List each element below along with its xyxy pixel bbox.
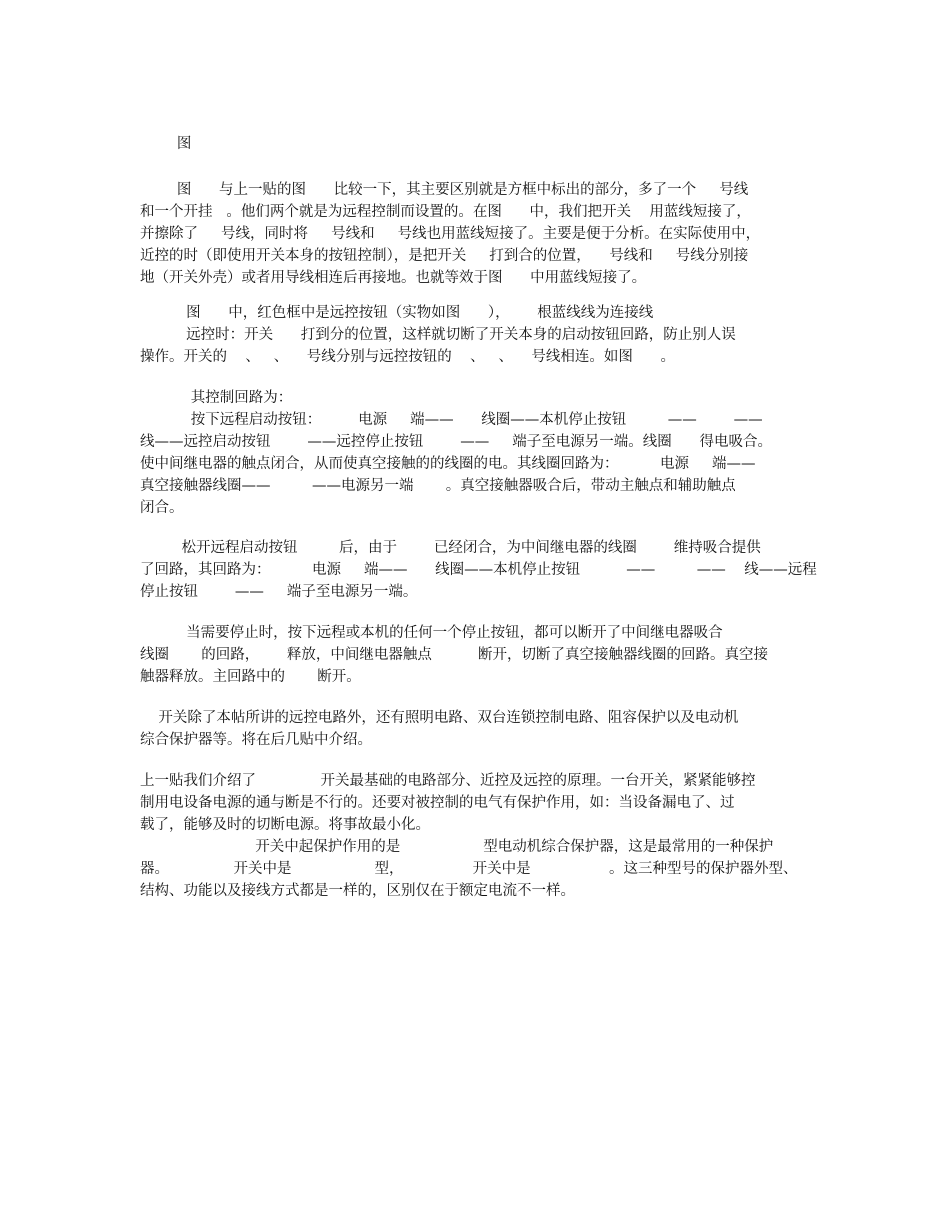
paragraph-line: 松开远程启动按钮 后，由于 已经闭合，为中间继电器的线圈 维持吸合提供 [140, 540, 761, 556]
paragraph-line: 开关除了本帖所讲的远控电路外，还有照明电路、双台连锁控制电路、阻容保护以及电动机 [140, 710, 739, 726]
paragraph-line: 地（开关外壳）或者用导线相连后再接地。也就等效于图 中用蓝线短接了。 [140, 270, 647, 286]
paragraph-line: 并擦除了 号线，同时将 号线和 号线也用蓝线短接了。主要是便于分析。在实际使用中， [140, 226, 761, 242]
paragraph-line: 上一贴我们介绍了 开关最基础的电路部分、近控及远控的原理。一台开关，紧紧能够控 [140, 773, 756, 789]
paragraph-line: 触器释放。主回路中的 断开。 [140, 669, 361, 685]
paragraph-line: 和一个开挂 。他们两个就是为远程控制而设置的。在图 中，我们把开关 用蓝线短接了， [140, 204, 751, 220]
paragraph-line: 制用电设备电源的通与断是不行的。还要对被控制的电气有保护作用，如：当设备漏电了、过 [140, 795, 735, 811]
paragraph-line: 图 与上一贴的图 比较一下，其主要区别就是方框中标出的部分，多了一个 号线 [140, 182, 749, 198]
figure-caption: 图 [140, 136, 192, 152]
paragraph-line: 其控制回路为： [140, 390, 293, 406]
paragraph-line: 按下远程启动按钮： 电源 端—— 线圈——本机停止按钮 —— —— [140, 412, 763, 428]
paragraph-line: 图 中，红色框中是远控按钮（实物如图 ）， 根蓝线线为连接线 [140, 305, 654, 321]
paragraph-line: 载了，能够及时的切断电源。将事故最小化。 [140, 817, 430, 833]
paragraph-line: 当需要停止时，按下远程或本机的任何一个停止按钮，都可以断开了中间继电器吸合 [140, 625, 723, 641]
paragraph-line: 综合保护器等。将在后几贴中介绍。 [140, 732, 372, 748]
paragraph-line: 使中间继电器的触点闭合，从而使真空接触的的线圈的电。其线圈回路为： 电源 端—— [140, 456, 756, 472]
paragraph-line: 远控时：开关 打到分的位置，这样就切断了开关本身的启动按钮回路，防止别人误 [140, 327, 736, 343]
paragraph-line: 近控的时（即使用开关本身的按钮控制），是把开关 打到合的位置， 号线和 号线分别接 [140, 248, 749, 264]
paragraph-line: 线——远控启动按钮 ——远控停止按钮 —— 端子至电源另一端。线圈 得电吸合。 [140, 434, 772, 450]
paragraph-line: 操作。开关的 、 、 号线分别与远控按钮的 、 、 号线相连。如图 。 [140, 349, 676, 365]
paragraph-line: 结构、功能以及接线方式都是一样的，区别仅在于额定电流不一样。 [140, 883, 575, 899]
paragraph-line: 闭合。 [140, 500, 184, 516]
paragraph-line: 停止按钮 —— 端子至电源另一端。 [140, 584, 418, 600]
paragraph-line: 了回路，其回路为： 电源 端—— 线圈——本机停止按钮 —— —— 线——远程 [140, 562, 817, 578]
paragraph-line: 真空接触器线圈—— ——电源另一端 。真空接触器吸合后，带动主触点和辅助触点 [140, 478, 736, 494]
paragraph-line: 开关中起保护作用的是 型电动机综合保护器，这是最常用的一种保护 [140, 839, 774, 855]
paragraph-line: 线圈 的回路， 释放，中间继电器触点 断开，切断了真空接触器线圈的回路。真空接 [140, 647, 769, 663]
paragraph-line: 器。 开关中是 型， 开关中是 。这三种型号的保护器外型、 [140, 861, 798, 877]
